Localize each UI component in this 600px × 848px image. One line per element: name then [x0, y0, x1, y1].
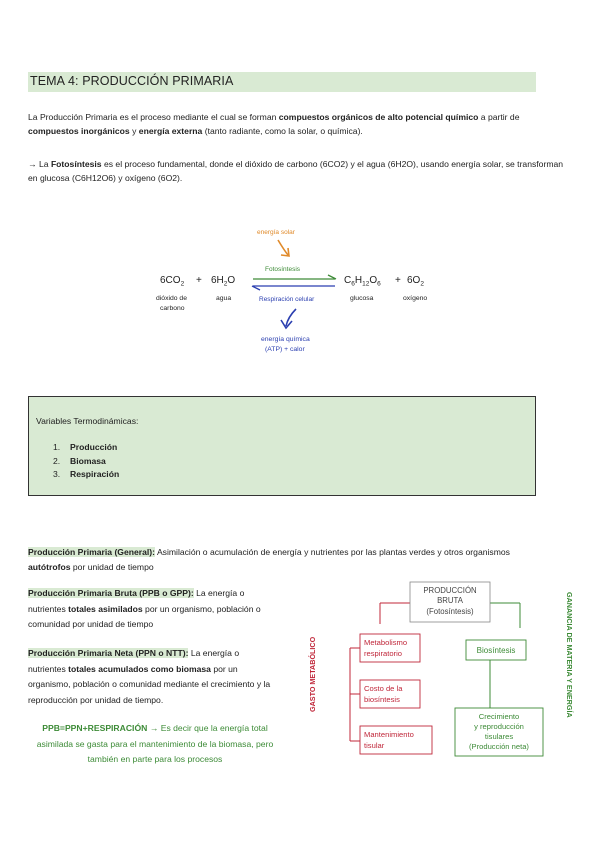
respiracion-label: Respiración celular	[259, 296, 315, 303]
formula-text: → Es decir que la energía total asimilada se gasta para el mantenimiento de la biomasa, pero también en parte para los procesos	[36, 723, 274, 764]
metabolism-line-2: respiratorio	[364, 649, 402, 658]
product-glucose: $C_6H_{12}O_6$	[344, 275, 381, 288]
ppn-paragraph	[28, 646, 278, 708]
left-axis-label: GASTO METABÓLICO	[308, 636, 317, 712]
photo-text-2: es el proceso fundamental, donde el dióxido de carbono (6CO2) y el agua (6H2O), usando energía solar, se transforman en glucosa (C6H12O6) y oxígeno (6O2).	[28, 159, 564, 183]
solar-energy-label: energía solar	[257, 229, 295, 236]
ppn-text-1: La energía o nutrientes	[28, 648, 240, 674]
intro-bold-1: compuestos orgánicos de alto potencial químico	[278, 112, 479, 122]
product-oxygen: $6O_2$	[407, 275, 424, 288]
pp-general-term: Producción Primaria (General):	[28, 547, 156, 557]
reactant-h2o: $6H_2O$	[211, 275, 236, 288]
growth-line-2: y reproducción	[474, 722, 524, 731]
plus-sign-2: +	[395, 275, 401, 286]
intro-bold-2: compuestos inorgánicos	[28, 125, 130, 136]
intro-paragraph	[28, 111, 568, 138]
cost-line-2: biosíntesis	[364, 695, 400, 704]
formula-bold: PPB=PPN+RESPIRACIÓN	[42, 723, 148, 733]
label-co2-2: carbono	[160, 305, 185, 312]
photosynthesis-equation-diagram	[150, 222, 450, 362]
intro-text-4: (tanto radiante, como la solar, o química).	[202, 125, 363, 136]
item-label: Producción	[70, 442, 118, 452]
item-number: 2.	[53, 455, 61, 466]
item-label: Biomasa	[70, 455, 106, 466]
variables-item	[53, 441, 119, 455]
label-glucose: glucosa	[350, 295, 374, 302]
ppn-text-2: por un organismo, población o comunidad mediante el crecimiento y la reproducción por unidad de tiempo.	[28, 663, 271, 705]
right-axis-label: GANANCIA DE MATERIA Y ENERGÍA	[565, 592, 574, 718]
photosynthesis-paragraph	[28, 158, 568, 185]
intro-text-2: a partir de	[478, 112, 520, 122]
item-number: 1.	[53, 442, 61, 452]
pp-general-text-1: Asimilación o acumulación de energía y nutrientes por las plantas verdes y otros organismos	[155, 547, 510, 557]
production-flow-diagram	[300, 578, 590, 768]
ppb-term: Producción Primaria Bruta (PPB o GPP):	[28, 588, 194, 598]
label-oxygen: oxígeno	[403, 295, 428, 302]
chemical-energy-label-2: (ATP) + calor	[265, 346, 305, 353]
gross-production-line-2: BRUTA	[437, 596, 463, 605]
intro-bold-3: energía externa	[138, 125, 203, 136]
pp-general-text-2: por unidad de tiempo	[70, 562, 154, 572]
plus-sign-1: +	[196, 275, 202, 286]
variables-title: Variables Termodinámicas:	[36, 416, 139, 426]
item-number: 3.	[53, 469, 61, 479]
maintenance-line-2: tisular	[364, 741, 385, 750]
variables-item	[53, 468, 119, 482]
ppn-term: Producción Primaria Neta (PPN o NTT):	[28, 648, 189, 658]
item-label: Respiración	[70, 469, 120, 479]
intro-text-3: y	[129, 125, 139, 136]
cost-line-1: Costo de la	[364, 684, 403, 693]
gross-production-line-3: (Fotosíntesis)	[426, 607, 474, 616]
pp-general-paragraph	[28, 545, 548, 575]
label-water: agua	[216, 295, 232, 302]
formula-paragraph	[30, 721, 280, 768]
maintenance-line-1: Mantenimiento	[364, 730, 414, 739]
chemical-energy-label-1: energía química	[261, 336, 310, 343]
reactant-co2: $6CO_2$	[160, 275, 185, 288]
photo-text-1: → La	[28, 159, 51, 169]
ppb-bold: totales asimilados	[68, 603, 143, 614]
chemical-arrow-icon	[286, 309, 296, 326]
biosynthesis-label: Biosíntesis	[476, 646, 516, 655]
intro-text-1: La Producción Primaria es el proceso mediante el cual se forman	[28, 112, 279, 122]
gross-production-line-1: PRODUCCIÓN	[423, 586, 477, 595]
growth-line-4: (Producción neta)	[469, 742, 529, 751]
solar-arrow-icon	[278, 240, 288, 255]
ppb-text-1: La energía o nutrientes	[28, 588, 245, 614]
variables-list	[53, 441, 119, 482]
page-title: TEMA 4: PRODUCCIÓN PRIMARIA	[30, 74, 234, 88]
growth-line-1: Crecimiento	[478, 712, 520, 721]
ppb-text-2: por un organismo, población o comunidad por unidad de tiempo	[28, 603, 261, 629]
variables-item	[53, 455, 119, 469]
pp-general-bold: autótrofos	[28, 562, 71, 572]
growth-line-3: tisulares	[484, 732, 514, 741]
photo-bold-1: Fotosíntesis	[50, 159, 102, 169]
ppb-paragraph	[28, 586, 278, 633]
fotosintesis-label: Fotosíntesis	[265, 266, 301, 273]
label-co2-1: dióxido de	[156, 295, 187, 302]
ppn-bold: totales acumulados como biomasa	[68, 663, 211, 674]
metabolism-line-1: Metabolismo	[364, 638, 408, 647]
